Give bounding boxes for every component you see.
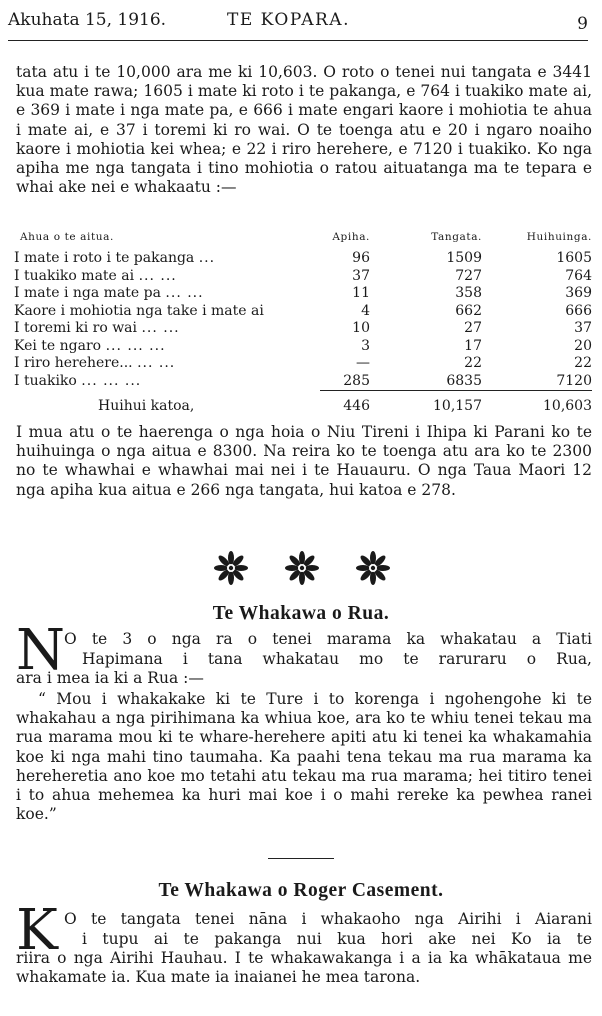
cell-officers: 37 — [352, 267, 370, 284]
cell-officers: 285 — [320, 373, 370, 391]
total-officers: 446 — [343, 398, 370, 415]
cell-officers: 4 — [361, 302, 370, 319]
section-divider — [268, 858, 334, 859]
row-label: Kaore i mohiotia nga take i mate ai — [14, 302, 264, 319]
leader-dots: ... — [198, 250, 216, 266]
table-row — [14, 355, 592, 373]
row-label: I toremi ki ro wai — [14, 320, 138, 336]
leader-dots: ... ... ... — [81, 372, 142, 389]
second-paragraph: I mua atu o te haerenga o nga hoia o Niu Tireni i Ihipa ki Parani ko te huihuinga o nga aitua e 8300. Na reira ko te toenga atu ara ko te 2300 no te whawhai e whawhai mai nei i te Hauauru. O nga Taua Maori 12 nga apiha kua aitua e 266 nga tangata, hui katoa e 278. — [16, 423, 592, 499]
cell-men: 662 — [455, 302, 482, 319]
table-row — [14, 285, 592, 303]
total-label: Huihui katoa, — [98, 398, 195, 414]
drop-cap: N — [16, 618, 65, 683]
table-row — [14, 303, 592, 321]
row-label: I mate i roto i te pakanga — [14, 250, 195, 266]
leader-dots: ... ... — [165, 285, 204, 301]
article-line: ara i mea ia ki a Rua :— — [16, 669, 204, 687]
cell-men: 358 — [455, 285, 482, 301]
cell-men: 22 — [464, 355, 482, 371]
page-header — [8, 10, 588, 41]
newspaper-title: TE KOPARA. — [227, 10, 350, 30]
table-row — [14, 268, 592, 286]
issue-date: Akuhata 15, 1916. — [8, 10, 167, 30]
table-header-row — [14, 229, 592, 250]
cell-officers: — — [356, 355, 370, 371]
cell-officers: 11 — [352, 285, 370, 301]
cell-officers: 3 — [361, 337, 370, 354]
row-label: I mate i nga mate pa — [14, 285, 161, 301]
table-row — [14, 250, 592, 268]
article-line: i tupu ai te pakanga nui kua hori ake nei Ko ia te — [82, 930, 592, 948]
cell-total: 22 — [574, 355, 592, 371]
cell-men: 17 — [464, 337, 482, 354]
leader-dots: ... ... — [138, 267, 177, 284]
intro-paragraph: tata atu i te 10,000 ara me ki 10,603. O roto o tenei nui tangata e 3441 kua mate rawa; 1605 i mate ki roto i te pakanga, e 764 i tuakiko mate ai, e 369 i mate i nga mate pa, e 666 i mate engari kaore i mohiotia te ahua i mate ai, e 37 i toremi ki ro wai. O te toenga atu e 20 i ngaro noaiho kaore i mohiotia kei whea; e 22 i riro herehere, e 7120 i tuakiko. Ko nga apiha me nga tangata i tino mohiotia o ratou aituatanga ma te tepara e whai ake nei e whakaatu :— — [16, 63, 592, 197]
table-row — [14, 373, 592, 391]
cell-officers: 96 — [352, 250, 370, 266]
cell-men: 6835 — [370, 373, 482, 391]
cell-men: 27 — [464, 320, 482, 336]
cell-men: 1509 — [446, 250, 482, 266]
article-line: Hapimana i tana whakatau mo te raruraru o Rua, — [82, 650, 592, 668]
cell-officers: 10 — [352, 320, 370, 336]
cell-total: 1605 — [556, 250, 592, 266]
row-label: Kei te ngaro — [14, 337, 102, 354]
flower-ornament-icon — [356, 551, 390, 585]
total-all: 10,603 — [543, 398, 592, 415]
quote-text: “ Mou i whakakake ki te Ture i to korenga i ngohengohe ki te whakahau a nga pirihimana ka whiua koe, ara ko te whiu tenei tekau ma rua marama mou ki te whare-herehere apiti atu ki tenei ka whakamahia koe ki nga mahi tino taumaha. Ka paahi tena tekau ma rua marama ka hereheretia ano koe mo tetahi atu tekau ma rua marama; hei titiro tenei i to ahua mehemea ka huri mai koe i o mahi rereke ka pewhea ranei koe.” — [16, 690, 592, 824]
article-heading: Te Whakawa o Roger Casement. — [158, 880, 444, 901]
row-label: I tuakiko mate ai — [14, 267, 135, 284]
verdict-quote — [16, 690, 592, 824]
drop-cap: K — [16, 898, 58, 963]
header-total: Huihuinga. — [526, 231, 592, 244]
article-body: riira o nga Airihi Hauhau. I te whakawakanga i a ia ka whākataua me whakamate ia. Kua mate ia inaianei he mea tarona. — [16, 949, 592, 987]
page-number: 9 — [577, 14, 588, 34]
leader-dots: ... ... — [137, 355, 176, 371]
header-officers: Apiha. — [332, 231, 370, 244]
leader-dots: ... ... ... — [105, 337, 166, 354]
table-row — [14, 320, 592, 338]
cell-men: 727 — [455, 267, 482, 284]
cell-total: 7120 — [482, 373, 592, 391]
table-row — [14, 338, 592, 356]
casualty-table — [14, 229, 592, 417]
header-men: Tangata. — [431, 231, 482, 244]
table-total-row — [14, 391, 592, 418]
row-label: I riro herehere... — [14, 355, 133, 371]
article-line: O te 3 o nga ra o tenei marama ka whakatau a Tiati — [64, 630, 592, 648]
cell-total: 369 — [565, 285, 592, 301]
total-men: 10,157 — [433, 398, 482, 415]
cell-total: 764 — [565, 267, 592, 284]
row-label: I tuakiko — [14, 372, 77, 389]
article-heading: Te Whakawa o Rua. — [212, 603, 390, 624]
header-cause: Ahua o te aitua. — [20, 231, 114, 244]
cell-total: 37 — [574, 320, 592, 336]
cell-total: 20 — [574, 337, 592, 354]
article-line: O te tangata tenei nāna i whakaoho nga Airihi i Aiarani — [64, 910, 592, 928]
cell-total: 666 — [565, 302, 592, 319]
flower-ornament-icon — [285, 551, 319, 585]
leader-dots: ... ... — [141, 320, 180, 336]
section-ornaments — [0, 551, 602, 591]
flower-ornament-icon — [214, 551, 248, 585]
